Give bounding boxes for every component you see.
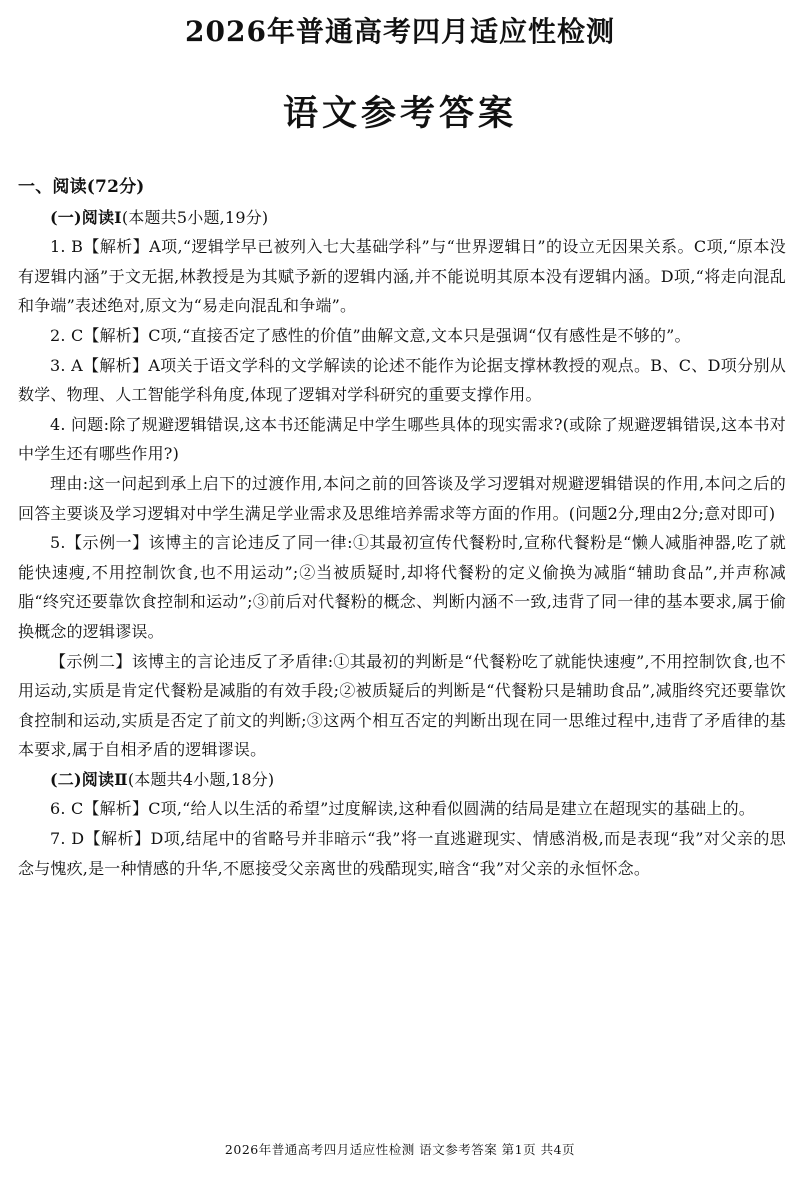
answer-content bbox=[18, 173, 786, 883]
exam-title: 2026年普通高考四月适应性检测 bbox=[185, 15, 615, 48]
answer-2: 2. C【解析】C项,“直接否定了感性的价值”曲解文意,文本只是强调“仅有感性是不够的”。 bbox=[50, 325, 691, 345]
part-label: (二)阅读Ⅱ bbox=[50, 769, 128, 789]
answer-5-example-1: 5.【示例一】该博主的言论违反了同一律:①其最初宣传代餐粉时,宣称代餐粉是“懒人减脂神器,吃了就能快速瘦,不用控制饮食,也不用运动”;②当被质疑时,却将代餐粉的定义偷换为减脂“辅助食品”,并声称减脂“终究还要靠饮食控制和运动”;③前后对代餐粉的概念、判断内涵不一致,违背了同一律的基本要求,属于偷换概念的逻辑谬误。 bbox=[18, 533, 786, 641]
answer-5-example-2: 【示例二】该博主的言论违反了矛盾律:①其最初的判断是“代餐粉吃了就能快速瘦”,不用控制饮食,也不用运动,实质是肯定代餐粉是减脂的有效手段;②被质疑后的判断是“代餐粉只是辅助食品”,减脂终究还要靠饮食控制和运动,实质是否定了前文的判断;③这两个相互否定的判断出现在同一思维过程中,违背了矛盾律的基本要求,属于自相矛盾的逻辑谬误。 bbox=[18, 651, 786, 760]
section-heading-reading: 一、阅读(72分) bbox=[18, 177, 145, 197]
part-description: (本题共5小题,19分) bbox=[121, 207, 269, 227]
part-heading-reading-2 bbox=[18, 765, 786, 795]
part-heading-reading-1 bbox=[18, 203, 786, 233]
document-subtitle: 语文参考答案 bbox=[282, 93, 517, 134]
page-footer: 2026年普通高考四月适应性检测 语文参考答案 第1页 共4页 bbox=[224, 1142, 576, 1157]
answer-4-question: 4. 问题:除了规避逻辑错误,这本书还能满足中学生哪些具体的现实需求?(或除了规避逻辑错误,这本书对中学生还有哪些作用?) bbox=[18, 414, 786, 464]
part-description: (本题共4小题,18分) bbox=[127, 769, 275, 789]
answer-6: 6. C【解析】C项,“给人以生活的希望”过度解读,这种看似圆满的结局是建立在超现实的基础上的。 bbox=[50, 799, 755, 819]
part-label: (一)阅读Ⅰ bbox=[50, 207, 122, 227]
answer-4-reason: 理由:这一问起到承上启下的过渡作用,本问之前的回答谈及学习逻辑对规避逻辑错误的作用,本问之后的回答主要谈及学习逻辑对中学生满足学业需求及思维培养需求等方面的作用。(问题2分,理由2分;意对即可) bbox=[18, 473, 786, 523]
answer-3: 3. A【解析】A项关于语文学科的文学解读的论述不能作为论据支撑林教授的观点。B、C、D项分别从数学、物理、人工智能学科角度,体现了逻辑对学科研究的重要支撑作用。 bbox=[18, 355, 786, 405]
answer-1: 1. B【解析】A项,“逻辑学早已被列入七大基础学科”与“世界逻辑日”的设立无因果关系。C项,“原本没有逻辑内涵”于文无据,林教授是为其赋予新的逻辑内涵,并不能说明其原本没有逻辑内涵。D项,“将走向混乱和争端”表述绝对,原文为“易走向混乱和争端”。 bbox=[18, 237, 786, 316]
answer-7: 7. D【解析】D项,结尾中的省略号并非暗示“我”将一直逃避现实、情感消极,而是表现“我”对父亲的思念与愧疚,是一种情感的升华,不愿接受父亲离世的残酷现实,暗含“我”对父亲的永恒怀念。 bbox=[18, 829, 786, 878]
